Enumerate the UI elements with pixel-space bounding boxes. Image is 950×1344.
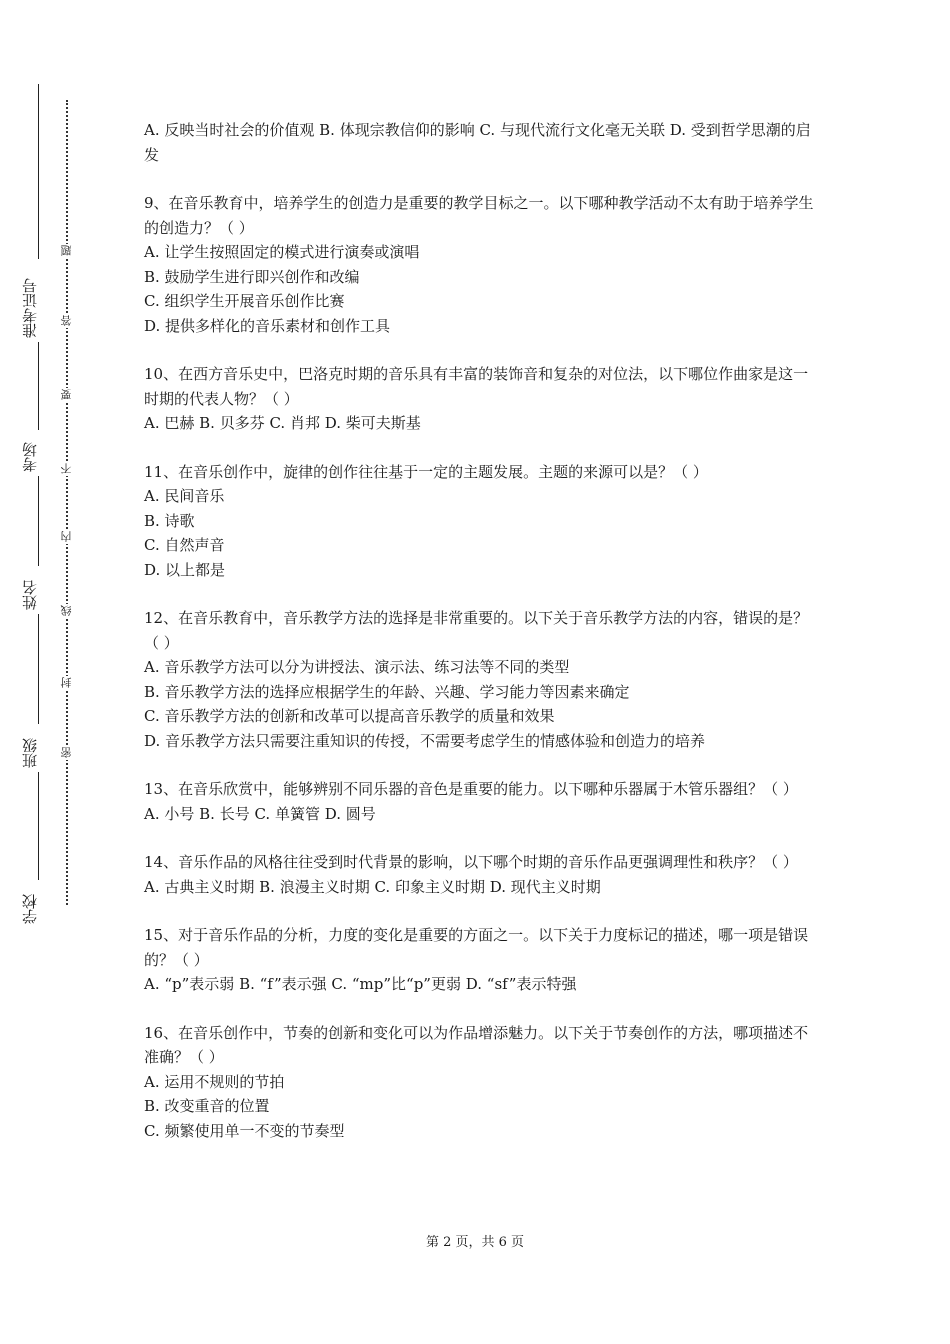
seal-char: 要 [60,389,73,401]
question-option: B. 音乐教学方法的选择应根据学生的年龄、兴趣、学习能力等因素来确定 [144,682,630,701]
question-stem: 10、在西方音乐史中，巴洛克时期的音乐具有丰富的装饰音和复杂的对位法，以下哪位作曲家是这一时期的代表人物？（ ） [144,365,809,408]
question-item [144,777,814,826]
question-stem: 14、音乐作品的风格往往受到时代背景的影响，以下哪个时期的音乐作品更强调理性和秩序？（ ） [144,853,798,871]
question-option: C. 组织学生开展音乐创作比赛 [144,292,345,310]
question-list [144,118,814,1167]
question-stem: 12、在音乐教育中，音乐教学方法的选择是非常重要的。以下关于音乐教学方法的内容，错误的是？（ ） [144,609,809,652]
seal-char: 不 [60,463,73,475]
question-item [144,606,814,753]
exam-room-label: 考场 [21,442,39,472]
question-option: A. 运用不规则的节拍 [144,1072,285,1091]
question-option: D. 提供多样化的音乐素材和创作工具 [144,316,391,335]
question-stem: 13、在音乐欣赏中，能够辨别不同乐器的音色是重要的能力。以下哪种乐器属于木管乐器组？（ ） [144,780,798,798]
question-option: A. 小号 B. 长号 C. 单簧管 D. 圆号 [144,804,376,823]
question-option: C. 频繁使用单一不变的节奏型 [144,1121,345,1140]
question-option: D. 以上都是 [144,560,226,579]
question-item [144,118,814,167]
question-stem: 15、对于音乐作品的分析，力度的变化是重要的方面之一。以下关于力度标记的描述，哪一项是错误的？（ ） [144,926,809,969]
question-item [144,850,814,899]
name-label: 姓名 [21,580,39,610]
question-item [144,191,814,338]
seal-char: 答 [60,315,73,327]
question-option: A. 音乐教学方法可以分为讲授法、演示法、练习法等不同的类型 [144,658,570,676]
question-item [144,1021,814,1144]
question-stem: 16、在音乐创作中，节奏的创新和变化可以为作品增添魅力。以下关于节奏创作的方法，哪项描述不准确？（ ） [144,1023,809,1066]
question-option: C. 自然声音 [144,536,225,554]
question-item [144,460,814,583]
page-number: 第 2 页，共 6 页 [425,1235,525,1250]
question-option: A. 民间音乐 [144,487,225,505]
seal-line [66,100,68,905]
exam-number-label: 准考证号 [21,278,39,338]
question-option: C. 音乐教学方法的创新和改革可以提高音乐教学的质量和效果 [144,707,555,725]
question-option: A. “p”表示弱 B. “f”表示强 C. “mp”比“p”更弱 D. “sf”表示特强 [144,975,577,993]
question-option: B. 鼓励学生进行即兴创作和改编 [144,267,360,286]
question-stem: 9、在音乐教育中，培养学生的创造力是重要的教学目标之一。以下哪种教学活动不太有助于培养学生的创造力？（ ） [144,194,814,237]
school-label: 学校 [21,894,39,924]
seal-char: 内 [60,531,73,543]
seal-char: 封 [60,677,73,689]
question-option: B. 改变重音的位置 [144,1097,270,1115]
seal-char: 题 [60,245,73,257]
question-option: A. 古典主义时期 B. 浪漫主义时期 C. 印象主义时期 D. 现代主义时期 [144,877,601,896]
question-option: A. 让学生按照固定的模式进行演奏或演唱 [144,243,420,261]
question-stem: A. 反映当时社会的价值观 B. 体现宗教信仰的影响 C. 与现代流行文化毫无关联 D. 受到哲学思潮的启发 [144,121,811,164]
margin-rule [38,614,39,724]
margin-rule [38,84,39,259]
question-stem: 11、在音乐创作中，旋律的创作往往基于一定的主题发展。主题的来源可以是？（ ） [144,462,708,481]
class-label: 班级 [21,738,39,768]
seal-char: 密 [60,747,73,759]
question-item [144,923,814,997]
question-option: A. 巴赫 B. 贝多芬 C. 肖邦 D. 柴可夫斯基 [144,414,421,432]
seal-char: 线 [60,605,73,617]
margin-rule [38,772,39,880]
question-option: B. 诗歌 [144,511,195,530]
question-item [144,362,814,436]
margin-rule [38,342,39,430]
question-option: D. 音乐教学方法只需要注重知识的传授，不需要考虑学生的情感体验和创造力的培养 [144,731,706,750]
margin-rule [38,476,39,566]
